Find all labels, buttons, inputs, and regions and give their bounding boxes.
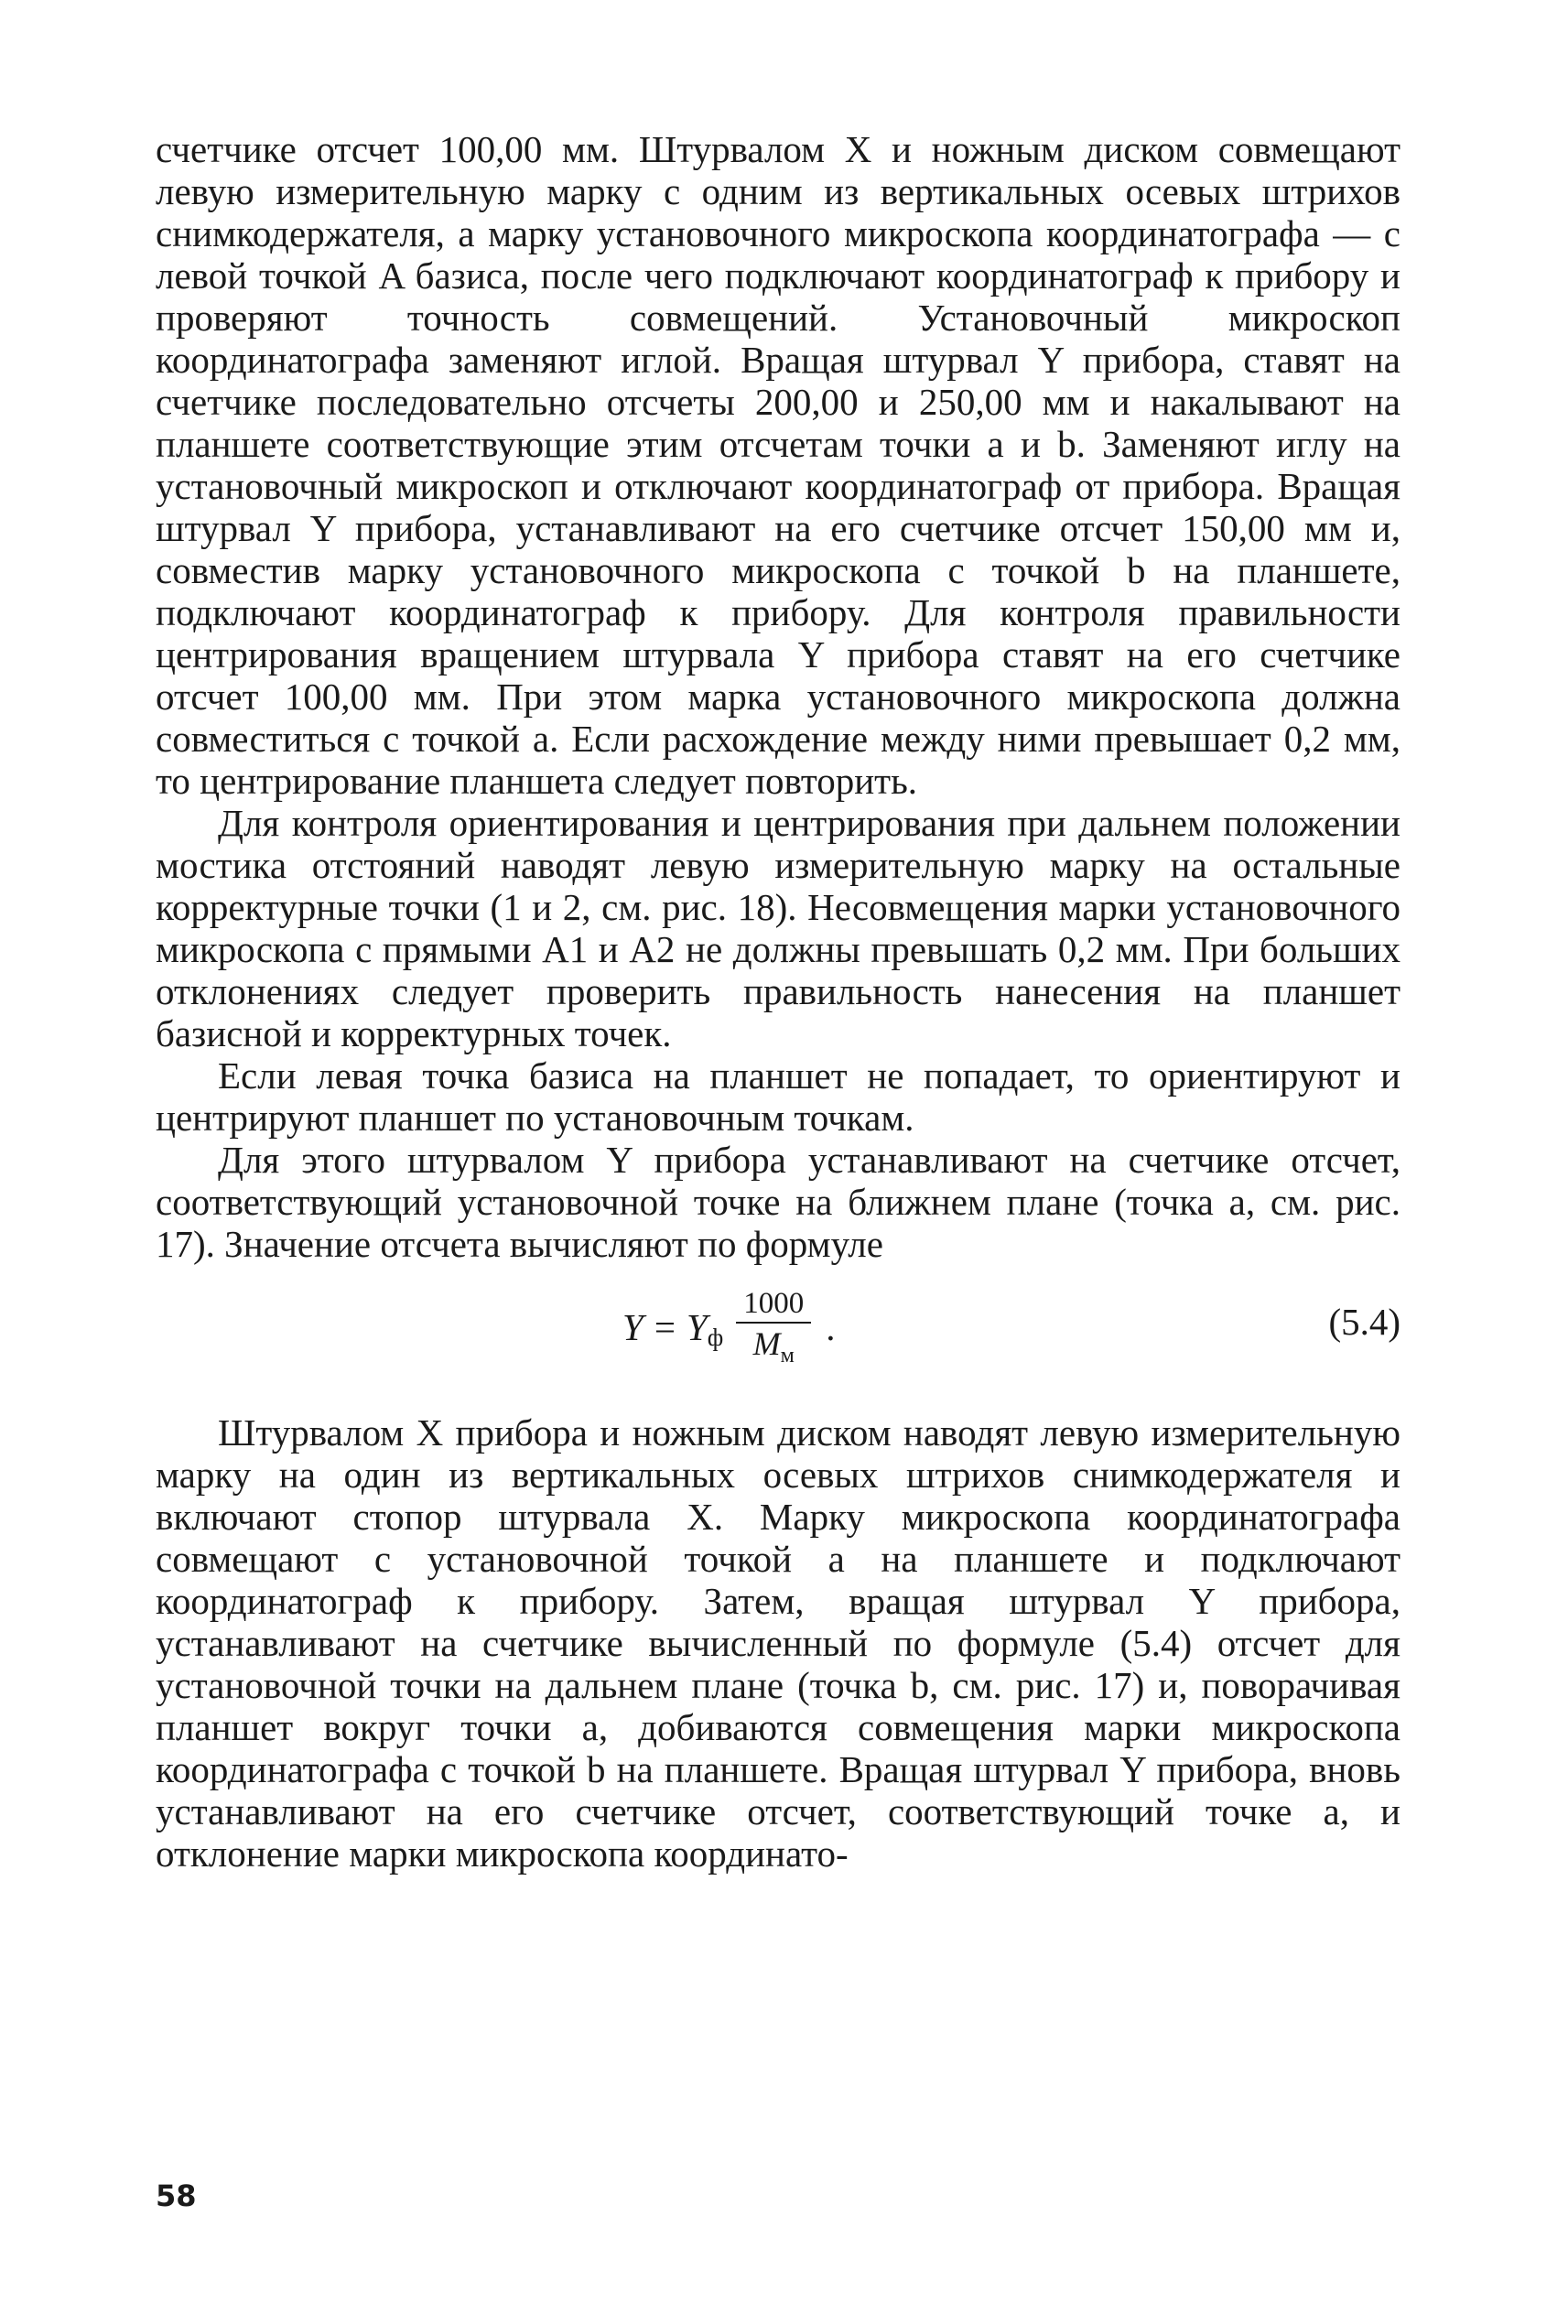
page-body (156, 128, 1400, 1875)
paragraph-3: Если левая точка базиса на планшет не попадает, то ориентируют и центрируют планшет по установочным точкам. (156, 1054, 1400, 1139)
paragraph-1: счетчике отсчет 100,00 мм. Штурвалом X и ножным диском совмещают левую измерительную марку с одним из вертикальных осевых штрихов снимкодержателя, а марку установочного микроскопа координатографа — с левой точкой A базиса, после чего подключают координатограф к прибору и проверяют точность совмещений. Установочный микроскоп координатографа заменяют иглой. Вращая штурвал Y прибора, ставят на счетчике последовательно отсчеты 200,00 и 250,00 мм и накалывают на планшете соответствующие этим отсчетам точки a и b. Заменяют иглу на установочный микроскоп и отключают координатограф от прибора. Вращая штурвал Y прибора, устанавливают на его счетчике отсчет 150,00 мм и, совместив марку установочного микроскопа с точкой b на планшете, подключают координатограф к прибору. Для контроля правильности центрирования вращением штурвала Y прибора ставят на его счетчике отсчет 100,00 мм. При этом марка установочного микроскопа должна совместиться с точкой a. Если расхождение между ними превышает 0,2 мм, то центрирование планшета следует повторить. (156, 128, 1400, 802)
page-number: 58 (156, 2178, 197, 2213)
formula-denominator-var: M (752, 1325, 781, 1362)
formula-denominator-subscript: м (780, 1344, 795, 1367)
formula-var: Y (686, 1305, 708, 1348)
formula (622, 1285, 836, 1368)
formula-numerator: 1000 (736, 1285, 811, 1324)
formula-denominator (753, 1324, 795, 1368)
paragraph-5: Штурвалом X прибора и ножным диском наводят левую измерительную марку на один из вертикальных осевых штрихов снимкодержателя и включают стопор штурвала X. Марку микроскопа координатографа совмещают с установочной точкой a на планшете и подключают координатограф к прибору. Затем, вращая штурвал Y прибора, устанавливают на счетчике вычисленный по формуле (5.4) отсчет для установочной точки на дальнем плане (точка b, см. рис. 17) и, поворачивая планшет вокруг точки a, добиваются совмещения марки микроскопа координатографа с точкой b на планшете. Вращая штурвал Y прибора, вновь устанавливают на его счетчике отсчет, соответствующий точке a, и отклонение марки микроскопа координато- (156, 1411, 1400, 1875)
formula-var-subscript: ф (707, 1324, 724, 1351)
formula-row (156, 1274, 1400, 1411)
formula-number: (5.4) (1328, 1301, 1400, 1343)
formula-equals: = (654, 1305, 676, 1348)
formula-trailing-dot: . (826, 1305, 836, 1348)
paragraph-2: Для контроля ориентирования и центрирования при дальнем положении мостика отстояний наводят левую измерительную марку на остальные корректурные точки (1 и 2, см. рис. 18). Несовмещения марки установочного микроскопа с прямыми A1 и A2 не должны превышать 0,2 мм. При больших отклонениях следует проверить правильность нанесения на планшет базисной и корректурных точек. (156, 802, 1400, 1054)
formula-fraction (736, 1285, 811, 1368)
formula-lhs: Y (622, 1305, 643, 1348)
paragraph-4: Для этого штурвалом Y прибора устанавливают на счетчике отсчет, соответствующий установочной точке на ближнем плане (точка a, см. рис. 17). Значение отсчета вычисляют по формуле (156, 1139, 1400, 1265)
